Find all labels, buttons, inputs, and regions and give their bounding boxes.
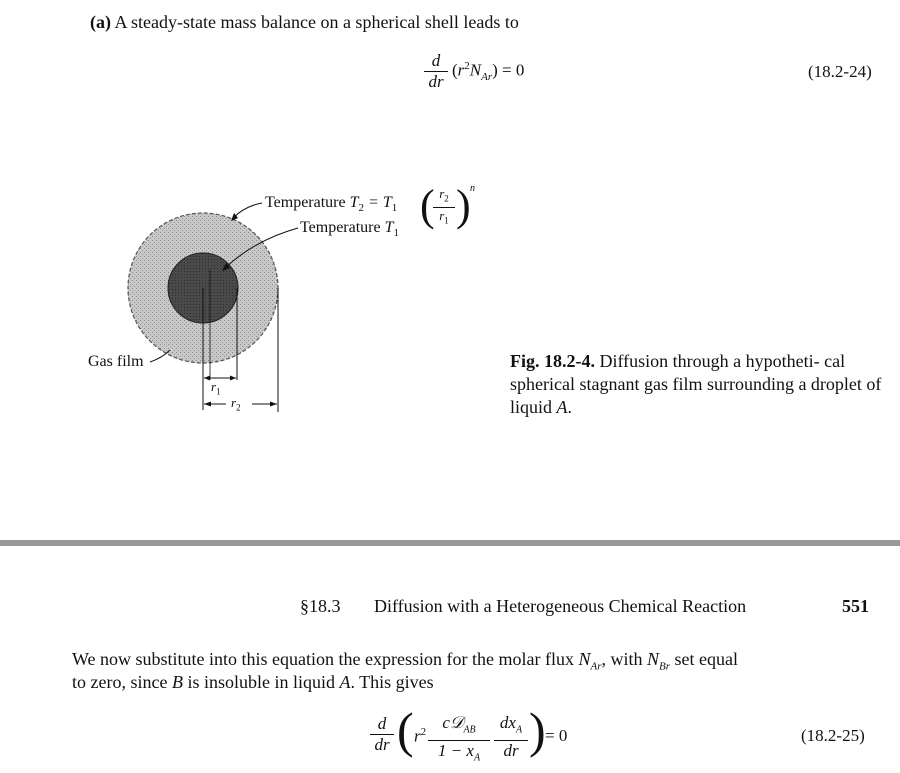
eq24-rhs: ) = 0 xyxy=(492,60,525,80)
caption-fig-number: Fig. 18.2-4. xyxy=(510,351,595,371)
eq25-tag: (18.2-25) xyxy=(801,726,865,745)
eq25-rhs: = 0 xyxy=(545,726,568,745)
ratio-num-sub: 2 xyxy=(444,193,449,204)
outer-temperature-label xyxy=(265,194,397,214)
eq24-d-num: d xyxy=(431,51,441,70)
eq25-frac1-den: 1 − x xyxy=(437,741,474,761)
caption-text: Diffusion through a hypotheti- cal spherical stagnant gas film surrounding a droplet of liquid xyxy=(510,351,882,417)
r1-sub: 1 xyxy=(216,386,221,397)
ratio-den: r xyxy=(439,207,445,223)
body-p2-c: . This gives xyxy=(350,672,434,692)
eq25-frac2 xyxy=(494,714,528,760)
outer-temp-leader xyxy=(233,203,262,218)
r1-label xyxy=(211,379,221,397)
outer-temp-T2-sub: 2 xyxy=(358,202,365,215)
eq24-N-sub: Ar xyxy=(481,71,493,84)
eq25-d-den: dr xyxy=(374,735,390,754)
page-divider xyxy=(0,540,900,546)
r2-letter: r xyxy=(231,395,237,410)
body-p1-c: set equal xyxy=(674,649,738,669)
body-line-2 xyxy=(72,672,434,693)
body-p2-b: is insoluble in liquid xyxy=(187,672,335,692)
eq25-frac2-num: dx xyxy=(499,713,516,732)
figure-caption xyxy=(510,350,890,419)
section-title: Diffusion with a Heterogeneous Chemical Reaction xyxy=(374,596,747,616)
r1-arrow-left xyxy=(204,376,210,381)
r2-arrow-right xyxy=(270,402,277,407)
eq24-open-paren: ( xyxy=(452,60,458,80)
body-p2-a: to zero, since xyxy=(72,672,168,692)
intro-text: A steady-state mass balance on a spherical shell leads to xyxy=(114,12,519,32)
r1-arrow-right xyxy=(230,376,236,381)
outer-temp-T2: T xyxy=(349,194,359,211)
r1-letter: r xyxy=(211,379,217,394)
gas-film-label: Gas film xyxy=(88,353,144,370)
eq25-frac1 xyxy=(428,714,490,768)
ratio-open-paren: ( xyxy=(420,181,435,230)
eq25-open-paren: ( xyxy=(397,702,414,758)
body-p1-N: N xyxy=(578,649,591,669)
eq24-N: N xyxy=(469,60,482,80)
body-p1-NB: N xyxy=(647,649,660,669)
body-p1-b: , with xyxy=(601,649,643,669)
eq24-r: r xyxy=(457,60,465,80)
page-number: 551 xyxy=(842,596,869,616)
temperature-ratio xyxy=(433,187,455,227)
ratio-exponent: n xyxy=(470,183,475,194)
outer-temp-T1-sub: 1 xyxy=(391,202,398,215)
caption-end-var: A xyxy=(556,397,568,417)
eq25-frac1-den-sub: A xyxy=(473,752,481,764)
section-number: §18.3 xyxy=(300,596,341,616)
inner-temp-word: Temperature xyxy=(300,219,381,236)
eq24-tag: (18.2-24) xyxy=(808,62,872,81)
r2-arrow-left xyxy=(204,402,211,407)
eq25-frac1-num: c𝒟 xyxy=(442,713,464,732)
inner-temperature-label xyxy=(300,219,399,239)
outer-temp-eq: = T xyxy=(368,194,392,211)
outer-temp-word: Temperature xyxy=(265,194,346,211)
body-p2-B: B xyxy=(171,672,183,692)
body-p1-a: We now substitute into this equation the expression for the molar flux xyxy=(72,649,574,669)
caption-end-period: . xyxy=(567,397,573,417)
ratio-num: r xyxy=(439,186,445,201)
eq25-frac2-den: dr xyxy=(503,741,519,761)
body-p1-N-sub: Ar xyxy=(590,660,602,673)
part-label: (a) xyxy=(90,12,111,32)
eq25-close-paren: ) xyxy=(529,702,546,758)
ratio-close-paren: ) xyxy=(456,181,471,230)
eq25-d-num: d xyxy=(377,714,387,733)
r2-sub: 2 xyxy=(236,402,241,413)
eq25-frac1-num-sub: AB xyxy=(463,724,476,736)
eq24-r-exp: 2 xyxy=(464,60,470,72)
body-line-1 xyxy=(72,649,738,673)
body-p1-NB-sub: Br xyxy=(659,660,671,673)
eq25-r: r xyxy=(414,726,421,746)
eq24-d-den: dr xyxy=(428,72,444,91)
eq25-derivative xyxy=(370,715,394,754)
eq25-frac2-num-sub: A xyxy=(515,724,523,736)
body-p2-A: A xyxy=(339,672,351,692)
ratio-den-sub: 1 xyxy=(444,215,449,226)
inner-temp-T: T xyxy=(384,219,394,236)
r2-label xyxy=(231,395,241,413)
inner-temp-sub: 1 xyxy=(393,227,400,240)
eq25-r-exp: 2 xyxy=(420,726,427,738)
eq25-r2 xyxy=(414,726,426,747)
